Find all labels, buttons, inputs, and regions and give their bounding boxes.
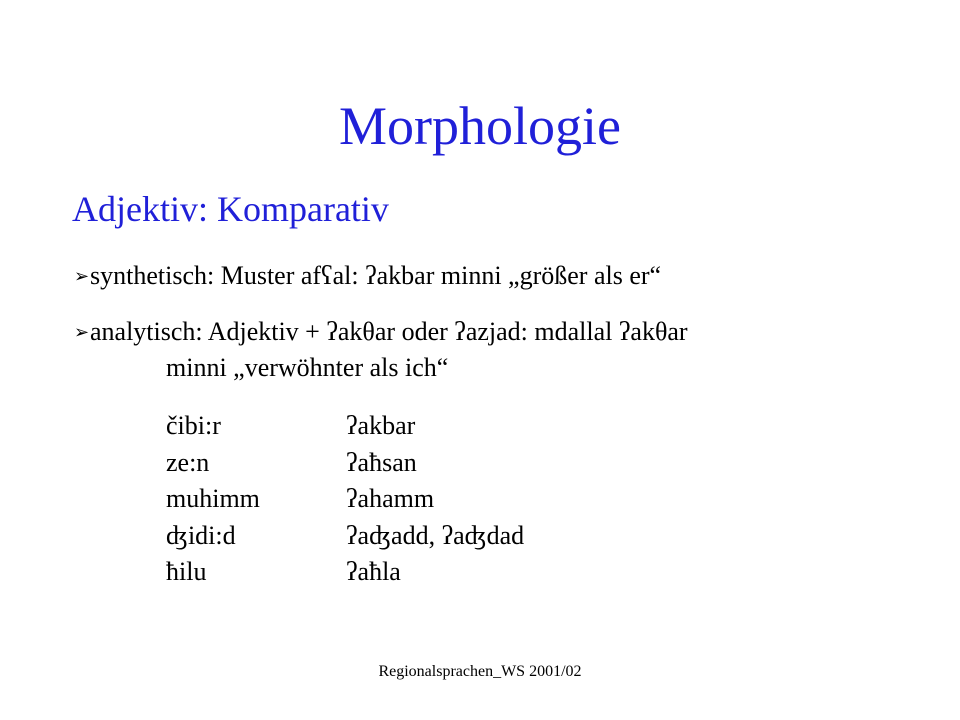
comparative-form: ʔaħla (346, 557, 401, 586)
comparative-pairs-list (166, 408, 524, 591)
comparative-form: ʔahamm (346, 484, 435, 513)
positive-form: ħilu (166, 557, 207, 586)
arrow-bullet-icon: ➢ (74, 322, 90, 342)
arrow-bullet-icon: ➢ (74, 266, 90, 286)
comparative-form: ʔaʤadd, ʔaʤdad (346, 520, 525, 550)
bullet-synthetic (74, 258, 661, 294)
list-item (166, 408, 524, 445)
slide-title: Morphologie (339, 96, 621, 156)
list-item (166, 554, 524, 591)
comparative-form: ʔaħsan (346, 447, 417, 477)
list-item (166, 518, 524, 555)
list-item (166, 445, 524, 482)
slide-footer: Regionalsprachen_WS 2001/02 (378, 663, 582, 680)
positive-form: muhimm (166, 484, 260, 513)
slide-subtitle: Adjektiv: Komparativ (72, 189, 389, 229)
bullet-analytic (74, 314, 688, 350)
positive-form: ze:n (166, 447, 210, 477)
comparative-form: ʔakbar (346, 411, 416, 440)
bullet-text: synthetisch: Muster afʕal: ʔakbar minni „größer als er“ (90, 261, 662, 290)
bullet-continuation: minni „verwöhnter als ich“ (166, 353, 449, 382)
list-item (166, 481, 524, 518)
positive-form: čibi:r (166, 411, 221, 440)
bullet-text: analytisch: Adjektiv + ʔakθar oder ʔazjad: mdallal ʔakθar (90, 317, 688, 346)
positive-form: ʤidi:d (166, 520, 236, 550)
